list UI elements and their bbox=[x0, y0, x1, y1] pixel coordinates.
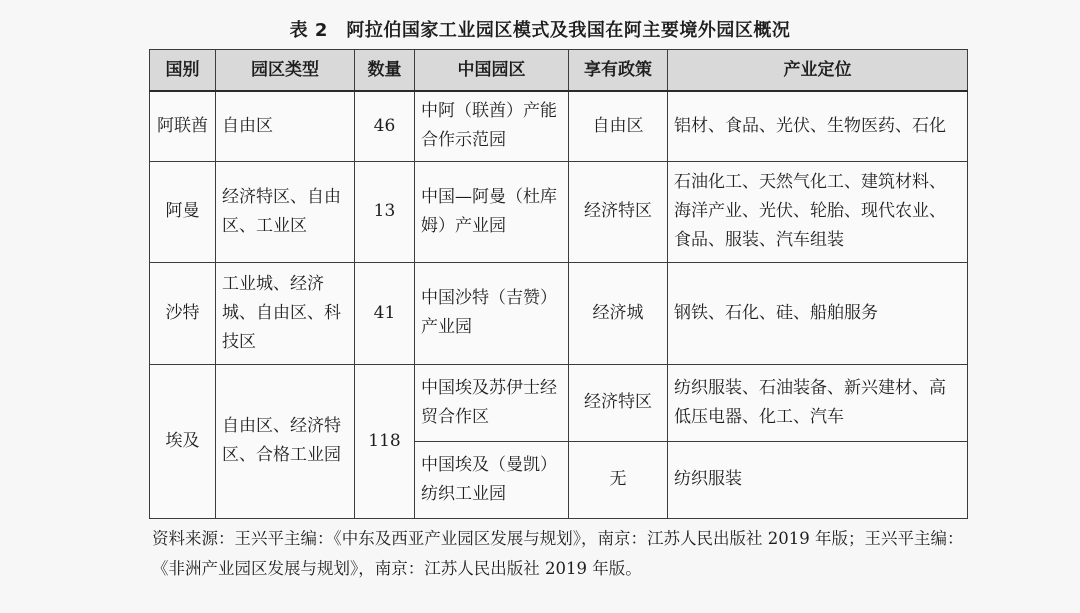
header-count: 数量 bbox=[355, 50, 415, 92]
cell-chinese-park: 中阿（联酋）产能合作示范园 bbox=[415, 91, 569, 161]
parks-table bbox=[149, 49, 968, 519]
cell-industry: 钢铁、石化、硅、船舶服务 bbox=[668, 262, 968, 364]
cell-chinese-park: 中国—阿曼（杜库姆）产业园 bbox=[415, 161, 569, 262]
table-row bbox=[150, 161, 968, 262]
cell-zone-type: 自由区 bbox=[216, 91, 355, 161]
cell-zone-type: 经济特区、自由区、工业区 bbox=[216, 161, 355, 262]
cell-chinese-park: 中国沙特（吉赞）产业园 bbox=[415, 262, 569, 364]
header-policy: 享有政策 bbox=[569, 50, 668, 92]
cell-country: 埃及 bbox=[150, 364, 216, 518]
cell-country: 阿曼 bbox=[150, 161, 216, 262]
header-zone-type: 园区类型 bbox=[216, 50, 355, 92]
cell-policy: 经济特区 bbox=[569, 161, 668, 262]
cell-country: 阿联酋 bbox=[150, 91, 216, 161]
table-row bbox=[150, 364, 968, 441]
cell-chinese-park: 中国埃及（曼凯）纺织工业园 bbox=[415, 441, 569, 518]
cell-policy: 经济城 bbox=[569, 262, 668, 364]
cell-count: 118 bbox=[355, 364, 415, 518]
cell-count: 41 bbox=[355, 262, 415, 364]
cell-zone-type: 自由区、经济特区、合格工业园 bbox=[216, 364, 355, 518]
cell-count: 46 bbox=[355, 91, 415, 161]
table-row bbox=[150, 91, 968, 161]
cell-count: 13 bbox=[355, 161, 415, 262]
table-row bbox=[150, 262, 968, 364]
cell-zone-type: 工业城、经济城、自由区、科技区 bbox=[216, 262, 355, 364]
cell-policy: 无 bbox=[569, 441, 668, 518]
cell-industry: 纺织服装 bbox=[668, 441, 968, 518]
source-note: 资料来源：王兴平主编：《中东及西亚产业园区发展与规划》，南京：江苏人民出版社 2019 年版；王兴平主编：《非洲产业园区发展与规划》，南京：江苏人民出版社 2019 年版。 bbox=[152, 529, 964, 578]
cell-policy: 经济特区 bbox=[569, 364, 668, 441]
table-header-row bbox=[150, 50, 968, 92]
cell-policy: 自由区 bbox=[569, 91, 668, 161]
header-industry: 产业定位 bbox=[668, 50, 968, 92]
cell-chinese-park: 中国埃及苏伊士经贸合作区 bbox=[415, 364, 569, 441]
cell-industry: 铝材、食品、光伏、生物医药、石化 bbox=[668, 91, 968, 161]
cell-industry: 纺织服装、石油装备、新兴建材、高低压电器、化工、汽车 bbox=[668, 364, 968, 441]
header-country: 国别 bbox=[150, 50, 216, 92]
cell-industry: 石油化工、天然气化工、建筑材料、海洋产业、光伏、轮胎、现代农业、食品、服装、汽车组装 bbox=[668, 161, 968, 262]
header-chinese-park: 中国园区 bbox=[415, 50, 569, 92]
cell-country: 沙特 bbox=[150, 262, 216, 364]
table-title: 表 2 阿拉伯国家工业园区模式及我国在阿主要境外园区概况 bbox=[289, 20, 791, 41]
